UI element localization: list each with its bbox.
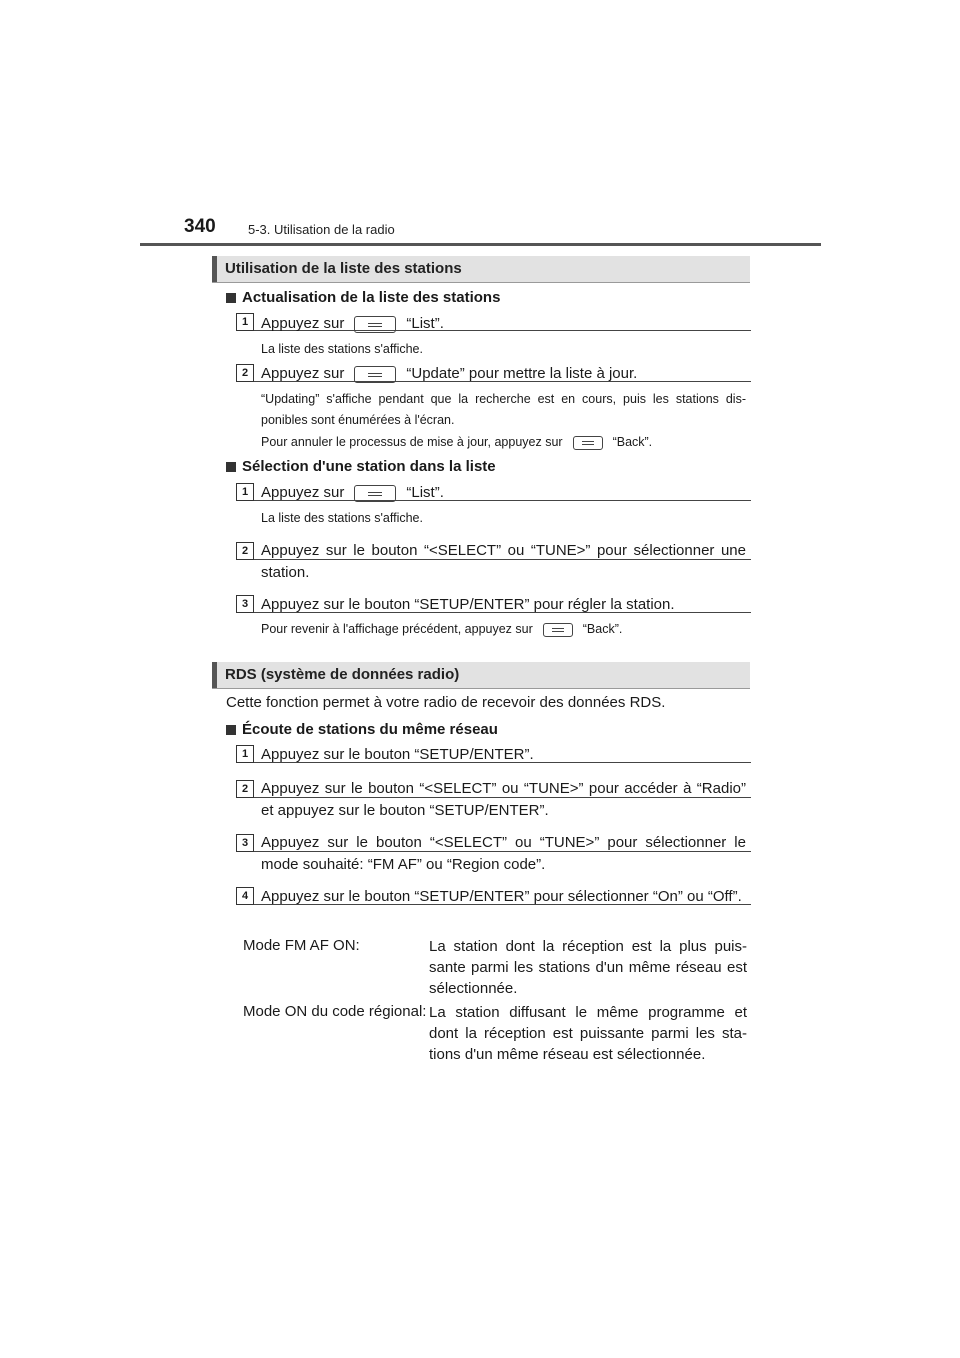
step-number: 2 — [236, 364, 254, 382]
note-post: “Back”. — [582, 622, 623, 636]
step-note: La liste des stations s'affiche. — [261, 511, 423, 525]
heading-text: Utilisation de la liste des stations — [225, 260, 462, 277]
definition-label: Mode ON du code régional: — [243, 1003, 427, 1020]
step-number: 1 — [236, 745, 254, 763]
step-number: 2 — [236, 542, 254, 560]
header-rule — [140, 243, 821, 246]
heading-marker — [212, 256, 217, 282]
step-note — [261, 432, 746, 453]
square-bullet-icon — [226, 725, 236, 735]
section-heading-station-list — [212, 256, 750, 283]
section-title: 5-3. Utilisation de la radio — [248, 222, 395, 237]
square-bullet-icon — [226, 293, 236, 303]
step-text: Appuyez sur le bouton “<SELECT” ou “TUNE>” pour sélectionner une station. — [261, 542, 746, 581]
step-text: Appuyez sur le bouton “SETUP/ENTER” pour sélectionner “On” ou “Off”. — [261, 888, 742, 905]
step-text-post: “List”. — [406, 484, 444, 501]
page-number: 340 — [184, 216, 216, 237]
note-pre: Pour revenir à l'affichage précédent, appuyez sur — [261, 622, 533, 636]
step-text: Appuyez sur le bouton “SETUP/ENTER” pour régler la station. — [261, 596, 675, 613]
step-text-pre: Appuyez sur — [261, 315, 345, 332]
step-text: Appuyez sur le bouton “SETUP/ENTER”. — [261, 746, 534, 763]
step-number: 3 — [236, 595, 254, 613]
step-text-post: “List”. — [406, 315, 444, 332]
definition-label: Mode FM AF ON: — [243, 937, 360, 954]
step-text — [261, 313, 746, 335]
section-intro: Cette fonction permet à votre radio de recevoir des données RDS. — [226, 694, 666, 711]
step-note: La liste des stations s'affiche. — [261, 342, 423, 356]
subheading-text: Actualisation de la liste des stations — [242, 289, 501, 306]
step-text-pre: Appuyez sur — [261, 484, 345, 501]
step-text-post: “Update” pour mettre la liste à jour. — [406, 365, 638, 382]
note-pre: Pour annuler le processus de mise à jour, appuyez sur — [261, 435, 563, 449]
step-number: 1 — [236, 483, 254, 501]
step-text — [261, 482, 746, 504]
subheading-text: Écoute de stations du même réseau — [242, 721, 498, 738]
step-number: 3 — [236, 834, 254, 852]
subheading-text: Sélection d'une station dans la liste — [242, 458, 496, 475]
section-heading-rds — [212, 662, 750, 689]
menu-button-icon — [354, 366, 396, 383]
step-number: 1 — [236, 313, 254, 331]
square-bullet-icon — [226, 462, 236, 472]
definition-text: La station dont la réception est la plus puis-sante parmi les stations d'un même réseau est sélectionnée. — [429, 938, 747, 997]
note-post: “Back”. — [612, 435, 653, 449]
step-text: Appuyez sur le bouton “<SELECT” ou “TUNE>” pour sélectionner le mode souhaité: “FM AF” ou “Region code”. — [261, 834, 746, 873]
menu-button-icon — [354, 485, 396, 502]
step-text-pre: Appuyez sur — [261, 365, 345, 382]
step-note: “Updating” s'affiche pendant que la recherche est en cours, puis les stations dis-ponibles sont énumérées à l'écran. — [261, 392, 746, 427]
subheading-update-list — [226, 289, 500, 306]
heading-text: RDS (système de données radio) — [225, 666, 460, 683]
step-text — [261, 363, 746, 385]
back-button-icon — [543, 623, 573, 637]
step-text: Appuyez sur le bouton “<SELECT” ou “TUNE>” pour accéder à “Radio” et appuyez sur le bouton “SETUP/ENTER”. — [261, 780, 746, 819]
menu-button-icon — [354, 316, 396, 333]
definition-text: La station diffusant le même programme et dont la réception est puissante parmi les sta-tions d'un même réseau est sélectionnée. — [429, 1004, 747, 1063]
heading-marker — [212, 662, 217, 688]
subheading-select-station — [226, 458, 496, 475]
subheading-same-network — [226, 721, 498, 738]
back-button-icon — [573, 436, 603, 450]
step-number: 4 — [236, 887, 254, 905]
step-note — [261, 619, 746, 640]
step-number: 2 — [236, 780, 254, 798]
